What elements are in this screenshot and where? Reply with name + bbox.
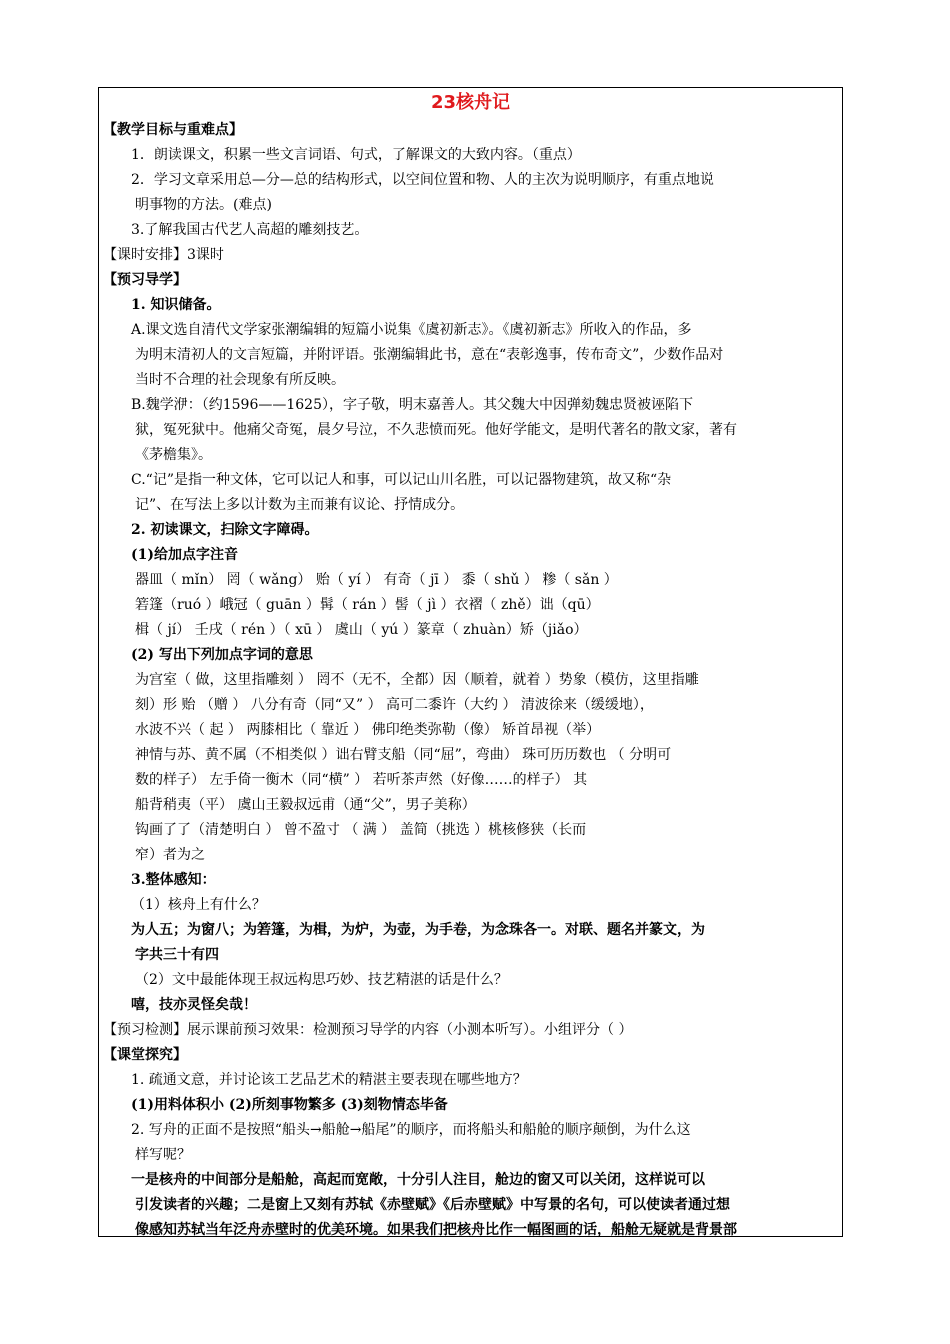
text-line: 一是核舟的中间部分是船舱，高起而宽敞，十分引人注目，舱边的窗又可以关闭，这样说可以 (131, 1172, 705, 1188)
text-line: 像感知苏轼当年泛舟赤壁时的优美环境。如果我们把核舟比作一幅图画的话，船舱无疑就是背景部 (135, 1222, 737, 1238)
text-line: 样写呢？ (135, 1147, 191, 1163)
document-frame (98, 87, 843, 1237)
text-line: 记”、在写法上多以计数为主而兼有议论、抒情成分。 (135, 497, 465, 513)
document-lines (103, 118, 838, 1243)
text-line: 【教学目标与重难点】 (103, 122, 243, 138)
text-line: 【课堂探究】 (103, 1047, 187, 1063)
text-line: 嘻，技亦灵怪矣哉！ (131, 997, 257, 1013)
text-line: 明事物的方法。(难点) (135, 197, 272, 213)
text-line: （1）核舟上有什么？ (131, 897, 266, 913)
text-line: 为人五；为窗八；为箬篷，为楫，为炉，为壶，为手卷，为念珠各一。对联、题名并篆文，为 (131, 922, 705, 938)
text-line: 神情与苏、黄不属（不相类似 ）诎右臂支船（同“屈”，弯曲） 珠可历历数也 （ 分明可 (135, 747, 672, 763)
text-line: A.课文选自清代文学家张潮编辑的短篇小说集《虞初新志》。《虞初新志》所收入的作品，多 (131, 322, 692, 338)
document-title: 23核舟记 (430, 92, 511, 113)
text-line: 为宫室（ 做，这里指雕刻 ） 罔不（无不，全都）因（顺着，就着 ）势象（模仿，这里指雕 (135, 672, 699, 688)
text-line: B.魏学洢：（约1596——1625），字子敬，明末嘉善人。其父魏大中因弹劾魏忠贤被诬陷下 (131, 397, 693, 413)
text-line: 1．朗读课文，积累一些文言词语、句式，了解课文的大致内容。（重点） (131, 147, 581, 163)
text-line: 2. 初读课文，扫除文字障碍。 (131, 522, 319, 538)
text-line: 2. 写舟的正面不是按照“船头→船舱→船尾”的顺序，而将船头和船舱的顺序颠倒，为什么这 (131, 1122, 691, 1138)
text-line: 2．学习文章采用总—分—总的结构形式，以空间位置和物、人的主次为说明顺序，有重点地说 (131, 172, 714, 188)
text-line: （2）文中最能体现王叔远构思巧妙、技艺精湛的话是什么？ (135, 972, 508, 988)
text-line: 当时不合理的社会现象有所反映。 (135, 372, 345, 388)
text-line: 引发读者的兴趣；二是窗上又刻有苏轼《赤壁赋》《后赤壁赋》中写景的名句，可以使读者通过想 (135, 1197, 730, 1213)
text-line: 楫（ jí） 壬戌（ rén ）（ xū ） 虞山（ yú ）篆章（ zhuàn）矫（jiǎo） (135, 622, 588, 638)
text-line: (2) 写出下列加点字词的意思 (131, 647, 313, 663)
text-line: 《茅檐集》。 (135, 447, 212, 463)
text-line: 字共三十有四 (135, 947, 219, 963)
text-line: 器皿（ mǐn） 罔（ wǎng） 贻（ yí ） 有奇（ jī ） 黍（ shǔ ） 糁（ sǎn ） (135, 572, 618, 588)
text-line: C.“记”是指一种文体，它可以记人和事，可以记山川名胜，可以记器物建筑，故又称“杂 (131, 472, 672, 488)
text-line: 窄）者为之 (135, 847, 205, 863)
text-line: 【课时安排】3课时 (103, 247, 224, 263)
text-line: 箬篷（ruó ）峨冠（ guān ）髯（ rán ）髻（ jì ）衣褶（ zhě）诎（qū） (135, 597, 600, 613)
document-body (103, 88, 838, 1243)
text-line: 为明末清初人的文言短篇，并附评语。张潮编辑此书，意在“表彰逸事，传布奇文”，少数作品对 (135, 347, 724, 363)
text-line: (1)给加点字注音 (131, 547, 238, 563)
text-line: 数的样子） 左手倚一衡木（同“横” ） 若听茶声然（好像……的样子） 其 (135, 772, 588, 788)
text-line: 3.了解我国古代艺人高超的雕刻技艺。 (131, 222, 369, 238)
text-line: 1. 疏通文意，并讨论该工艺品艺术的精湛主要表现在哪些地方？ (131, 1072, 527, 1088)
text-line: 狱，冤死狱中。他痛父奇冤，晨夕号泣，不久悲愤而死。他好学能文，是明代著名的散文家，著有 (135, 422, 737, 438)
text-line: 1. 知识储备。 (131, 297, 221, 313)
text-line: 【预习检测】展示课前预习效果：检测预习导学的内容（小测本听写）。小组评分（ ） (103, 1022, 633, 1038)
text-line: (1)用料体积小 (2)所刻事物繁多 (3)刻物情态毕备 (131, 1097, 448, 1113)
text-line: 刻）形 贻 （赠 ） 八分有奇（同“又” ） 高可二黍许（大约 ） 清波徐来（缓缓地）， (135, 697, 654, 713)
text-line: 水波不兴（ 起 ） 两膝相比（ 靠近 ） 佛印绝类弥勒（像） 矫首昂视（举） (135, 722, 601, 738)
text-line: 3.整体感知： (131, 872, 216, 888)
text-line: 钩画了了（清楚明白 ） 曾不盈寸 （ 满 ） 盖简（挑选 ）桃核修狭（长而 (135, 822, 587, 838)
text-line: 【预习导学】 (103, 272, 187, 288)
text-line: 船背稍夷（平） 虞山王毅叔远甫（通“父”，男子美称） (135, 797, 476, 813)
